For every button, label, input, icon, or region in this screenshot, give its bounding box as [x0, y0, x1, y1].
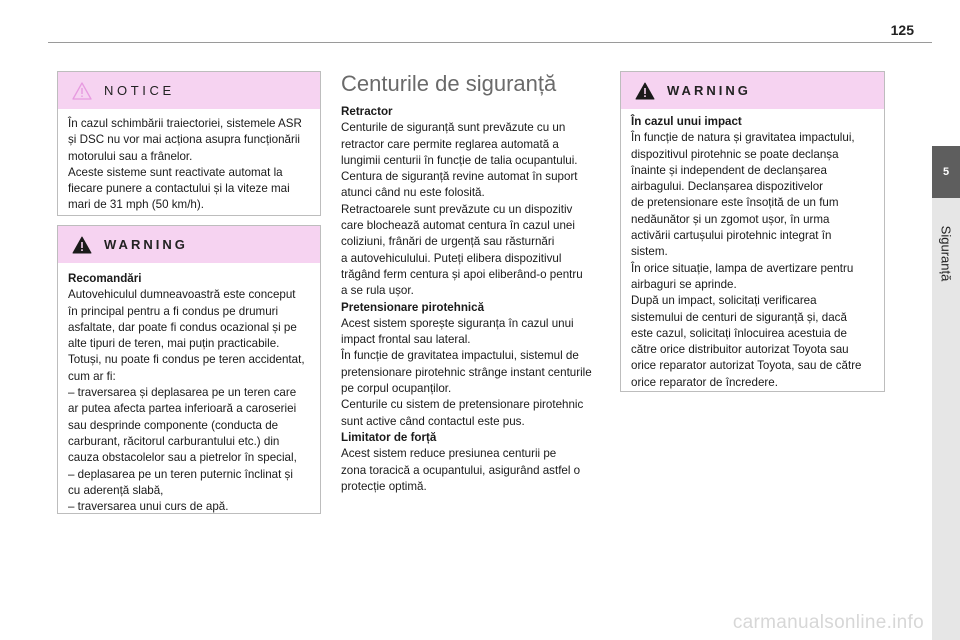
- notice-box: [57, 71, 321, 216]
- warning-box-left: [57, 225, 321, 514]
- retractor-text: Centurile de siguranță sunt prevăzute cu un retractor care permite reglarea automată a lungimii centurii în funcție de talia ocupantului. Centura de siguranță revine automat în suport atunci când nu este folosită. Retractoarele sunt prevăzute cu un dispozitiv care blochează automat centura în cazul unei coliziuni, frânări de urgență sau răsturnări a autovehiculului. Puteți elibera dispozitivul trăgând ferm centura și apoi eliberând-o pentru a se rula ușor.: [341, 121, 583, 298]
- warning-text-right: În funcție de natura și gravitatea impactului, dispozitivul pirotehnic se poate declanșa înainte și independent de declanșarea airbagului. Declanșarea dispozitivelor de pretensionare este însoțită de un fum nedăunător și un zgomot ușor, în urma activării cartușului pirotehnic integrat în sistem. În orice situație, lampa de avertizare pentru airbaguri se aprinde. După un impact, solicitați verificarea sistemului de centuri de siguranță și, dacă este cazul, solicitați înlocuirea acestuia de către orice distribuitor autorizat Toyota sau orice reparator autorizat Toyota, sau de către orice reparator de încredere.: [631, 131, 862, 389]
- notice-title: NOTICE: [104, 83, 175, 98]
- main-column: [341, 104, 611, 495]
- chapter-tab[interactable]: [932, 146, 960, 198]
- warning-title-left: WARNING: [104, 237, 188, 252]
- notice-text: În cazul schimbării traiectoriei, sistemele ASR și DSC nu vor mai acționa asupra funcționării motorului sau a frânelor. Aceste sisteme sunt reactivate automat la fiecare punere a contactului și la viteze mai mari de 31 mph (50 km/h).: [68, 117, 302, 212]
- pretensioner-heading: Pretensionare pirotehnică: [341, 300, 485, 314]
- notice-header: [58, 72, 320, 109]
- header-divider: [48, 42, 932, 43]
- chapter-number: 5: [942, 166, 950, 178]
- page-number: 125: [890, 22, 914, 38]
- pretensioner-text: Acest sistem sporește siguranța în cazul unui impact frontal sau lateral. În funcție de gravitatea impactului, sistemul de pretensionare pirotehnic strânge instant centurile pe corpul ocupanților. Centurile cu sistem de pretensionare pirotehnic sunt active când contactul este pus.: [341, 316, 592, 428]
- warning-box-right: [620, 71, 885, 392]
- chapter-title-container: [932, 198, 960, 308]
- watermark-logo: carmanualsonline.info: [732, 612, 924, 633]
- section-title: Centurile de siguranță: [341, 71, 557, 96]
- warning-triangle-icon: [635, 82, 655, 100]
- force-limiter-text: Acest sistem reduce presiunea centurii pe zona toracică a ocupantului, asigurând astfel o protecție optimă.: [341, 447, 581, 493]
- warning-triangle-outline-icon: [72, 82, 92, 100]
- warning-header-left: [58, 226, 320, 263]
- force-limiter-heading: Limitator de forță: [341, 430, 437, 444]
- warning-text-left: Autovehiculul dumneavoastră este conceput în principal pentru a fi condus pe drumuri asfaltate, dar poate fi condus ocazional și pe alte tipuri de teren, mai puțin practicabile. Totuși, nu poate fi condus pe teren accidentat, cum ar fi: – traversarea și deplasarea pe un teren care ar putea afecta partea inferioară a caroseriei sau desprinde componente (conducta de carburant, răcitorul carburantului etc.) din cauza obstacolelor sau a pietrelor în special, – deplasarea pe un teren puternic înclinat și cu aderență slabă, – traversarea unui curs de apă.: [68, 288, 305, 514]
- warning-subtitle-right: În cazul unui impact: [631, 115, 742, 128]
- chapter-title: Siguranță: [938, 225, 954, 281]
- retractor-heading: Retractor: [341, 105, 393, 118]
- warning-subtitle-left: Recomandări: [68, 272, 142, 285]
- warning-triangle-icon: [72, 236, 92, 254]
- warning-header-right: [621, 72, 884, 109]
- warning-title-right: WARNING: [667, 83, 751, 98]
